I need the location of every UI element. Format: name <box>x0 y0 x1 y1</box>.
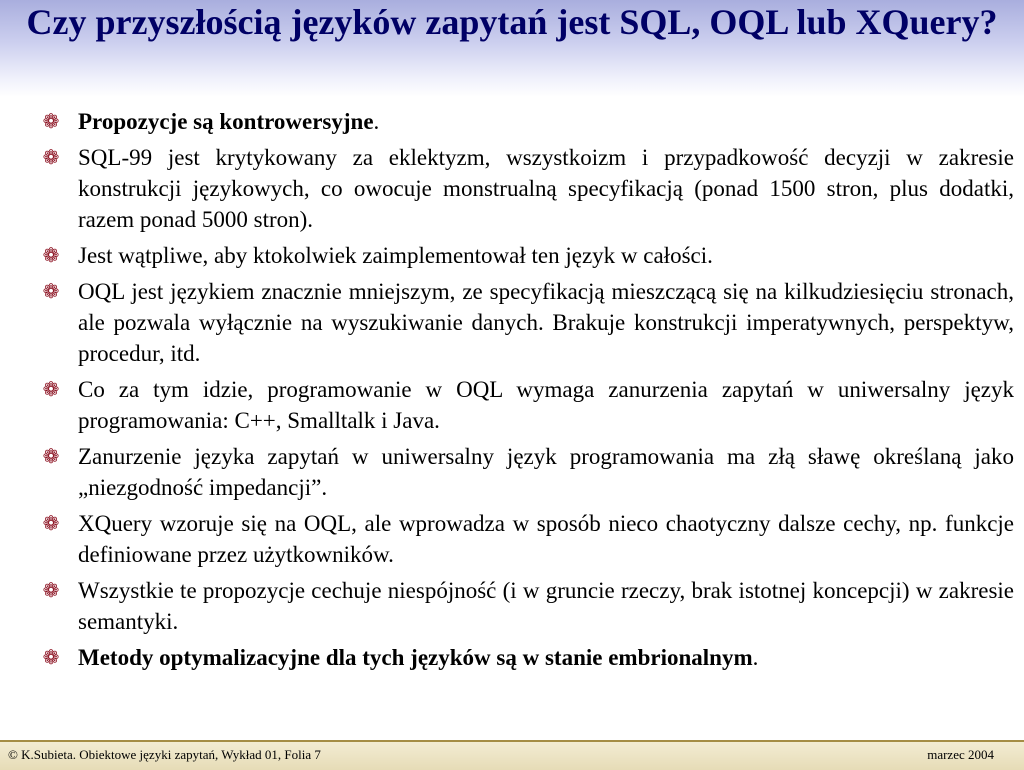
asterisk-flower-icon: ❁ <box>42 379 60 401</box>
asterisk-flower-icon: ❁ <box>42 513 60 535</box>
asterisk-flower-icon: ❁ <box>42 281 60 303</box>
bullet-item <box>40 276 1014 369</box>
slide-footer <box>0 740 1024 770</box>
footer-copyright: © K.Subieta. Obiektowe języki zapytań, Wykład 01, Folia 7 <box>8 747 321 762</box>
slide-title: Czy przyszłością języków zapytań jest SQL, OQL lub XQuery? <box>26 2 998 42</box>
asterisk-flower-icon: ❁ <box>42 147 60 169</box>
asterisk-flower-icon: ❁ <box>42 245 60 267</box>
asterisk-flower-icon: ❁ <box>42 111 60 133</box>
footer-date: marzec 2004 <box>927 747 994 762</box>
bullet-text: XQuery wzoruje się na OQL, ale wprowadza w sposób nieco chaotyczny dalsze cechy, np. funkcje definiowane przez użytkowników. <box>78 511 1014 567</box>
bullet-text: Metody optymalizacyjne dla tych języków są w stanie embrionalnym <box>78 645 753 670</box>
bullet-tail: . <box>373 109 380 134</box>
bullet-text: Jest wątpliwe, aby ktokolwiek zaimplementował ten język w całości. <box>78 243 713 268</box>
bullet-text: Zanurzenie języka zapytań w uniwersalny język programowania ma złą sławę określaną jako „niezgodność impedancji”. <box>78 444 1014 500</box>
bullet-item <box>40 374 1014 436</box>
asterisk-flower-icon: ❁ <box>42 580 60 602</box>
bullet-item <box>40 441 1014 503</box>
bullet-text: Propozycje są kontrowersyjne <box>78 109 374 134</box>
bullet-item <box>40 508 1014 570</box>
asterisk-flower-icon: ❁ <box>42 446 60 468</box>
bullet-item <box>40 142 1014 235</box>
bullet-list <box>40 106 1014 678</box>
bullet-item <box>40 240 1014 271</box>
bullet-tail: . <box>752 645 759 670</box>
bullet-text: OQL jest językiem znacznie mniejszym, ze specyfikacją mieszczącą się na kilkudziesięciu stronach, ale pozwala wyłącznie na wyszukiwanie danych. Brakuje konstrukcji imperatywnych, perspektyw, procedur, itd. <box>78 279 1014 366</box>
bullet-item <box>40 642 1014 673</box>
bullet-text: SQL-99 jest krytykowany za eklektyzm, wszystkoizm i przypadkowość decyzji w zakresie konstrukcji językowych, co owocuje monstrualną specyfikacją (ponad 1500 stron, plus dodatki, razem ponad 5000 stron). <box>78 145 1014 232</box>
bullet-text: Wszystkie te propozycje cechuje niespójność (i w gruncie rzeczy, brak istotnej koncepcji) w zakresie semantyki. <box>78 578 1014 634</box>
bullet-text: Co za tym idzie, programowanie w OQL wymaga zanurzenia zapytań w uniwersalny język programowania: C++, Smalltalk i Java. <box>78 377 1014 433</box>
bullet-item <box>40 106 1014 137</box>
bullet-item <box>40 575 1014 637</box>
asterisk-flower-icon: ❁ <box>42 647 60 669</box>
